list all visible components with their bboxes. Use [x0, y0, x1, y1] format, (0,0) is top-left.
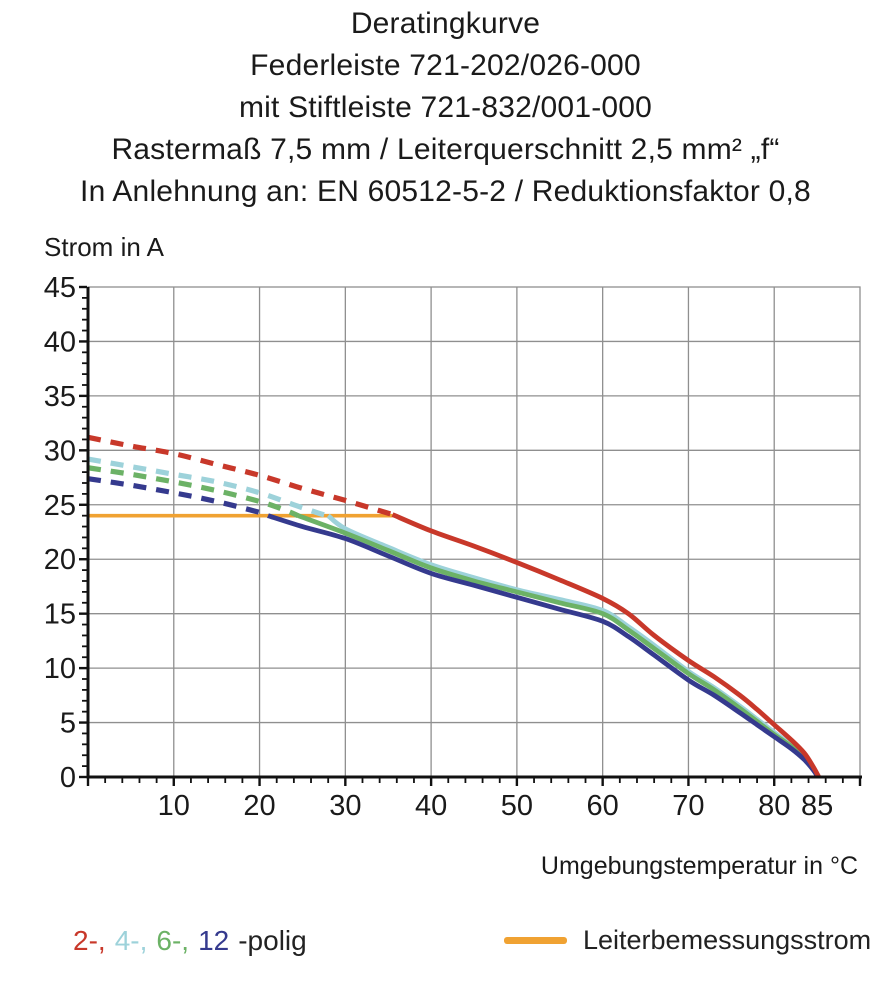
title-line-4: Rastermaß 7,5 mm / Leiterquerschnitt 2,5 mm² „f“: [111, 133, 780, 166]
series-2-polig-solid: [393, 515, 819, 777]
title-line-3: mit Stiftleiste 721-832/001-000: [238, 91, 653, 124]
x-tick-label-60: 60: [586, 790, 619, 822]
title-line-2: Federleiste 721-202/026-000: [250, 49, 641, 82]
x-tick-label-30: 30: [329, 790, 362, 822]
x-tick-label-80: 80: [758, 790, 791, 822]
series-6-polig-solid: [298, 516, 818, 777]
plot-grid: [88, 287, 860, 777]
legend-polig-suffix: -polig: [238, 925, 307, 956]
y-tick-label-20: 20: [43, 544, 76, 577]
legend-4-polig: 4-,: [114, 925, 148, 956]
x-tick-label-70: 70: [672, 790, 705, 822]
plot-border: [88, 287, 860, 777]
legend-12-polig: 12: [198, 925, 230, 956]
y-tick-label-5: 5: [59, 707, 76, 740]
title-line-1: Deratingkurve: [350, 7, 541, 40]
rated-current-swatch: [504, 937, 567, 944]
series-12-polig-solid: [268, 516, 818, 777]
y-axis-title: Strom in A: [44, 232, 164, 262]
y-tick-label-40: 40: [43, 326, 76, 359]
legend-2-polig: 2-,: [73, 925, 106, 956]
curve-layer: [88, 437, 819, 777]
legend-6-polig: 6-,: [156, 925, 190, 956]
y-tick-label-15: 15: [43, 598, 76, 631]
legend-rated-current: [504, 925, 871, 956]
x-tick-label-20: 20: [243, 790, 276, 822]
title-line-5: In Anlehnung an: EN 60512-5-2 / Reduktionsfaktor 0,8: [80, 175, 811, 208]
x-axis-title: Umgebungstemperatur in °C: [540, 852, 858, 880]
series-12-polig-dashed: [88, 479, 268, 516]
x-tick-label-10: 10: [157, 790, 190, 822]
y-tick-label-10: 10: [43, 653, 76, 686]
y-tick-label-0: 0: [59, 762, 76, 794]
x-tick-label-40: 40: [414, 790, 448, 822]
y-tick-label-45: 45: [43, 272, 76, 304]
x-tick-label-85: 85: [800, 790, 834, 822]
legend-pole-counts: [73, 925, 307, 957]
tick-label-layer: [44, 272, 834, 822]
series-6-polig-dashed: [88, 468, 298, 516]
y-tick-label-30: 30: [43, 435, 76, 468]
x-tick-label-50: 50: [500, 790, 534, 822]
y-tick-label-25: 25: [43, 489, 76, 522]
rated-current-label: Leiterbemessungsstrom: [583, 925, 872, 955]
y-tick-label-35: 35: [43, 380, 76, 413]
